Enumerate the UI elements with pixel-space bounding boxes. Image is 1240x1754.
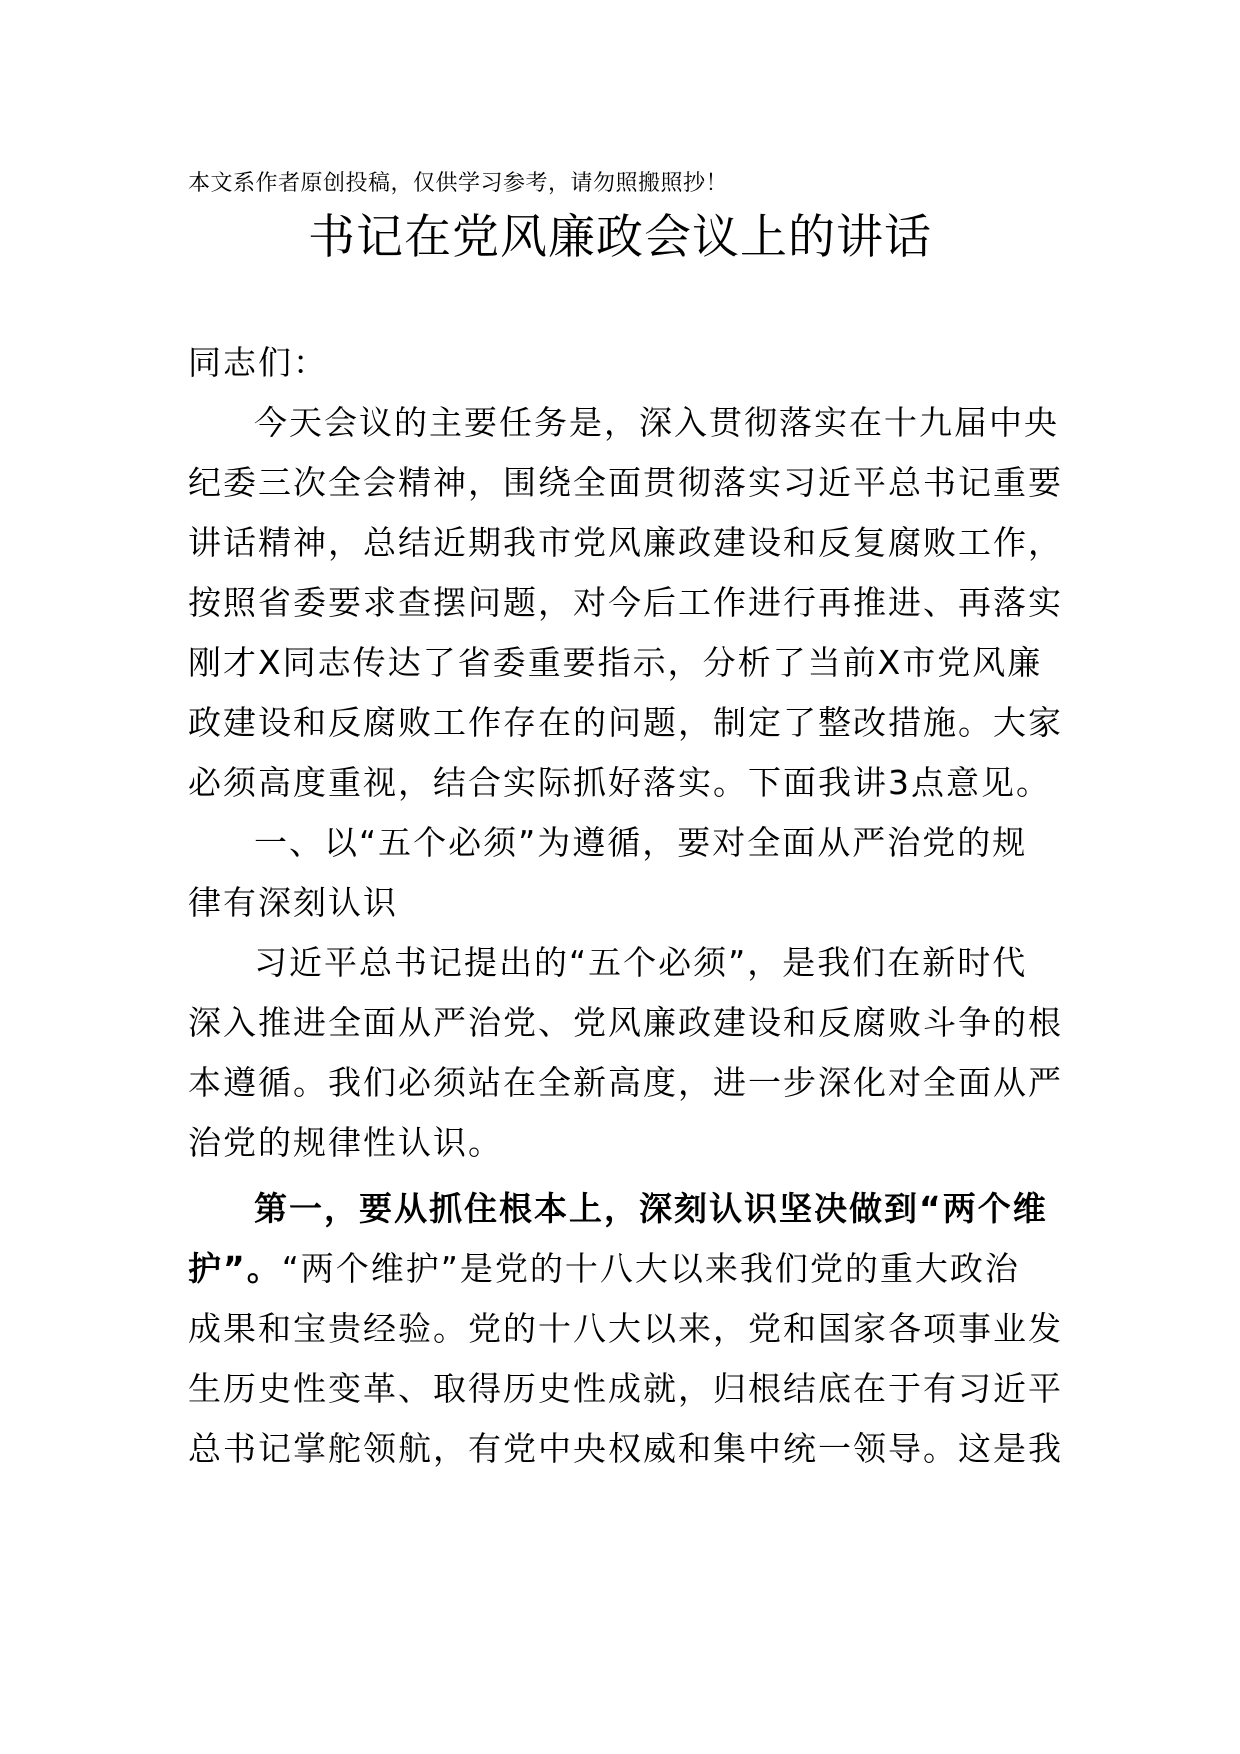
paragraph-1-line: 纪委三次全会精神，围绕全面贯彻落实习近平总书记重要 bbox=[188, 463, 1063, 502]
paragraph-1-line: 必须高度重视，结合实际抓好落实。下面我讲3点意见。 bbox=[188, 763, 1051, 802]
paragraph-1-line: 政建设和反腐败工作存在的问题，制定了整改措施。大家 bbox=[188, 703, 1063, 742]
paragraph-1-line: 按照省委要求查摆问题，对今后工作进行再推进、再落实 bbox=[188, 583, 1063, 622]
section-heading-1: 一、以“五个必须”为遵循，要对全面从严治党的规 bbox=[254, 823, 1028, 862]
paragraph-2-line: 习近平总书记提出的“五个必须”，是我们在新时代 bbox=[254, 943, 1028, 982]
bold-subheading: 第一，要从抓住根本上，深刻认识坚决做到“两个维 bbox=[254, 1189, 1048, 1228]
paragraph-1-line: 刚才X同志传达了省委重要指示，分析了当前X市党风廉 bbox=[188, 643, 1043, 682]
paragraph-3-line: 生历史性变革、取得历史性成就，归根结底在于有习近平 bbox=[188, 1369, 1063, 1408]
paragraph-3-line: 成果和宝贵经验。党的十八大以来，党和国家各项事业发 bbox=[188, 1309, 1063, 1348]
paragraph-3-text: “两个维护”是党的十八大以来我们党的重大政治 bbox=[281, 1249, 1020, 1288]
bold-subheading-end: 护”。 bbox=[188, 1249, 282, 1288]
greeting: 同志们： bbox=[188, 343, 328, 382]
paragraph-2-line: 治党的规律性认识。 bbox=[188, 1123, 503, 1162]
section-heading-1: 律有深刻认识 bbox=[188, 883, 398, 922]
copyright-notice: 本文系作者原创投稿，仅供学习参考，请勿照搬照抄！ bbox=[188, 171, 729, 196]
paragraph-2-line: 本遵循。我们必须站在全新高度，进一步深化对全面从严 bbox=[188, 1063, 1063, 1102]
document-title: 书记在党风廉政会议上的讲话 bbox=[308, 210, 932, 265]
paragraph-1-line: 今天会议的主要任务是，深入贯彻落实在十九届中央 bbox=[254, 403, 1059, 442]
paragraph-1-line: 讲话精神，总结近期我市党风廉政建设和反复腐败工作， bbox=[188, 523, 1063, 562]
paragraph-2-line: 深入推进全面从严治党、党风廉政建设和反腐败斗争的根 bbox=[188, 1003, 1063, 1042]
paragraph-3-line: 总书记掌舵领航，有党中央权威和集中统一领导。这是我 bbox=[188, 1429, 1063, 1468]
paragraph-3-line bbox=[188, 1244, 1020, 1294]
